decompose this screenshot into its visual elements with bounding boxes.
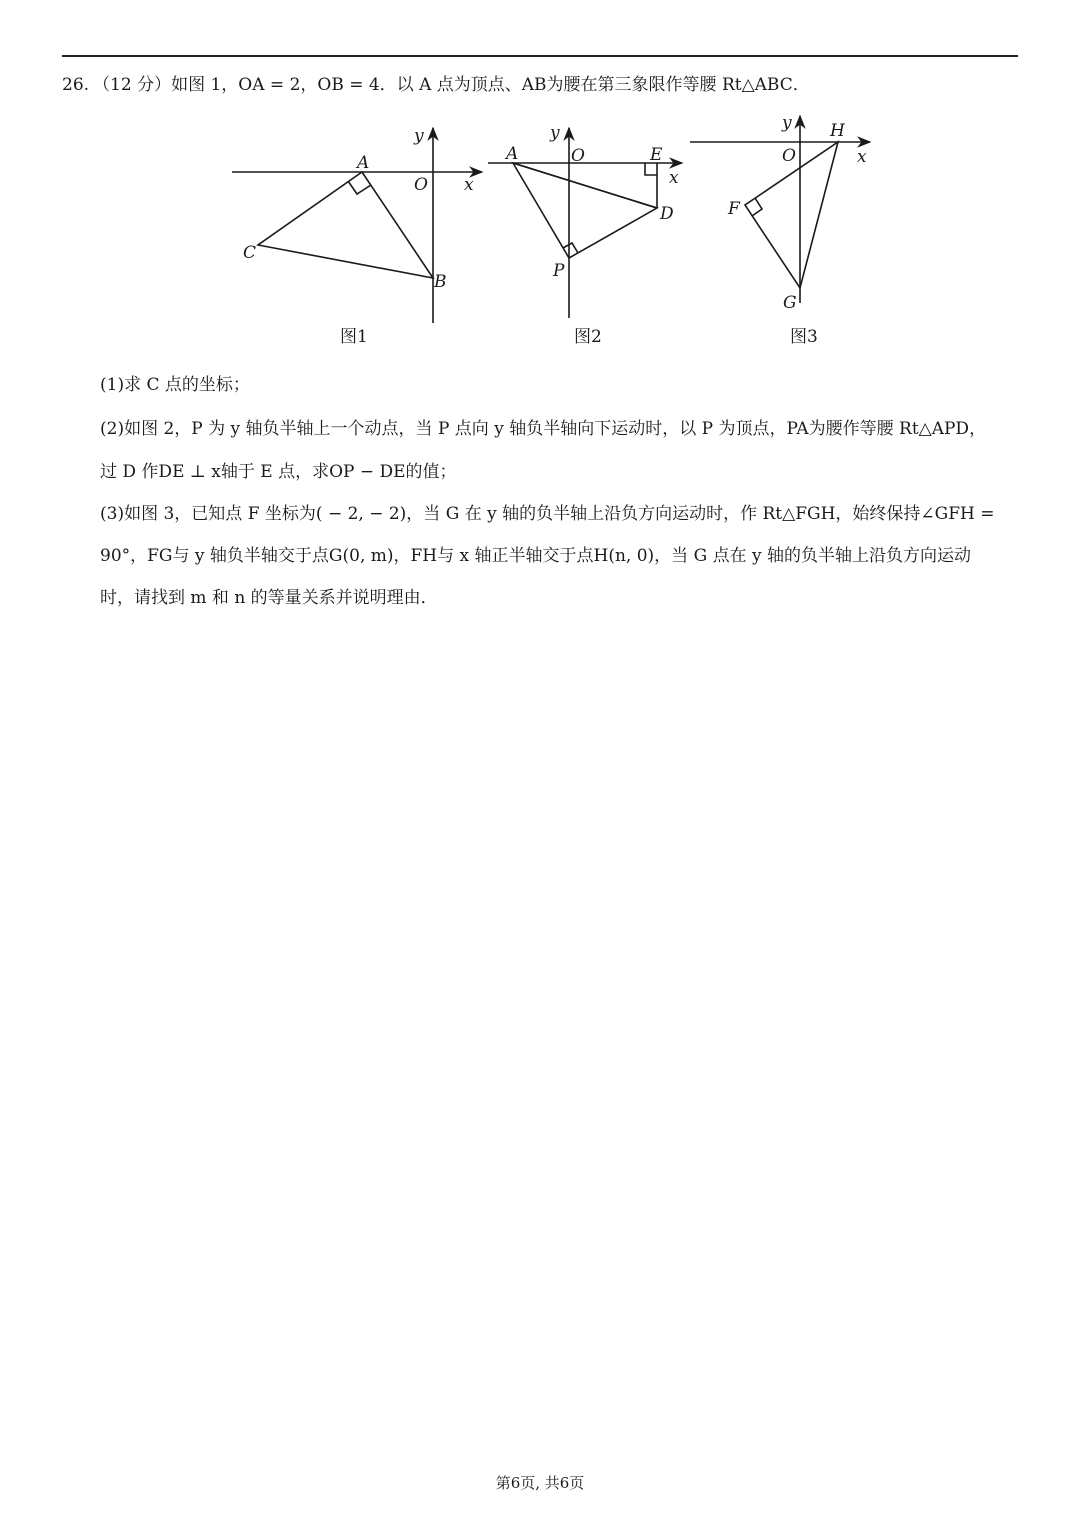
fig2-triangle-apd — [513, 163, 657, 258]
fig1-caption: 图1 — [340, 327, 368, 347]
top-rule — [62, 55, 1018, 57]
fig3-label-f: F — [728, 199, 740, 219]
fig1-label-a: A — [357, 153, 370, 173]
fig2-label-e: E — [650, 145, 663, 165]
part-3-line-1: (3)如图 3，已知点 F 坐标为( − 2, − 2)，当 G 在 y 轴的负半轴上沿负方向运动时，作 Rt△FGH，始终保持∠GFH = — [100, 504, 995, 524]
fig2-segment-ad — [513, 163, 657, 208]
part-1: (1)求 C 点的坐标； — [100, 375, 250, 395]
fig3-right-angle-f — [752, 198, 762, 216]
part-3-line-3: 时，请找到 m 和 n 的等量关系并说明理由． — [100, 588, 438, 608]
fig1-right-angle-mark — [348, 181, 371, 194]
part-2-line-2: 过 D 作DE ⊥ x轴于 E 点，求OP − DE的值； — [100, 462, 457, 482]
figures-svg — [220, 108, 920, 356]
question-number: 26. — [62, 75, 90, 95]
fig3-label-x: x — [857, 147, 867, 167]
fig3-caption: 图3 — [790, 327, 818, 347]
fig2-label-d: D — [660, 204, 674, 224]
fig3-label-y: y — [782, 113, 792, 133]
fig1-triangle-abc — [258, 172, 433, 278]
fig3-label-h: H — [830, 121, 845, 141]
fig1-label-o: O — [414, 175, 428, 195]
part-3-line-2: 90°，FG与 y 轴负半轴交于点G(0, m)，FH与 x 轴正半轴交于点H(n, 0)，当 G 点在 y 轴的负半轴上沿负方向运动 — [100, 546, 971, 566]
fig1-label-c: C — [243, 243, 257, 263]
question-header — [62, 70, 810, 95]
fig2-caption: 图2 — [574, 327, 602, 347]
fig2-label-o: O — [571, 146, 585, 166]
fig2-label-p: P — [553, 261, 565, 281]
question-text: （12 分）如图 1，OA = 2，OB = 4．以 A 点为顶点、AB为腰在第三象限作等腰 Rt△ABC． — [93, 75, 810, 95]
figure-3 — [690, 116, 870, 303]
fig1-label-y: y — [414, 126, 424, 146]
fig2-label-x: x — [669, 168, 679, 188]
fig3-label-g: G — [783, 293, 797, 313]
page-footer: 第6页, 共6页 — [495, 1474, 585, 1492]
part-2-line-1: (2)如图 2，P 为 y 轴负半轴上一个动点，当 P 点向 y 轴负半轴向下运动时，以 P 为顶点，PA为腰作等腰 Rt△APD， — [100, 419, 987, 439]
fig1-label-x: x — [464, 175, 474, 195]
fig2-label-a: A — [506, 144, 519, 164]
fig1-label-b: B — [434, 272, 447, 292]
fig2-label-y: y — [550, 123, 560, 143]
figures-row — [220, 108, 920, 356]
fig3-label-o: O — [782, 146, 796, 166]
